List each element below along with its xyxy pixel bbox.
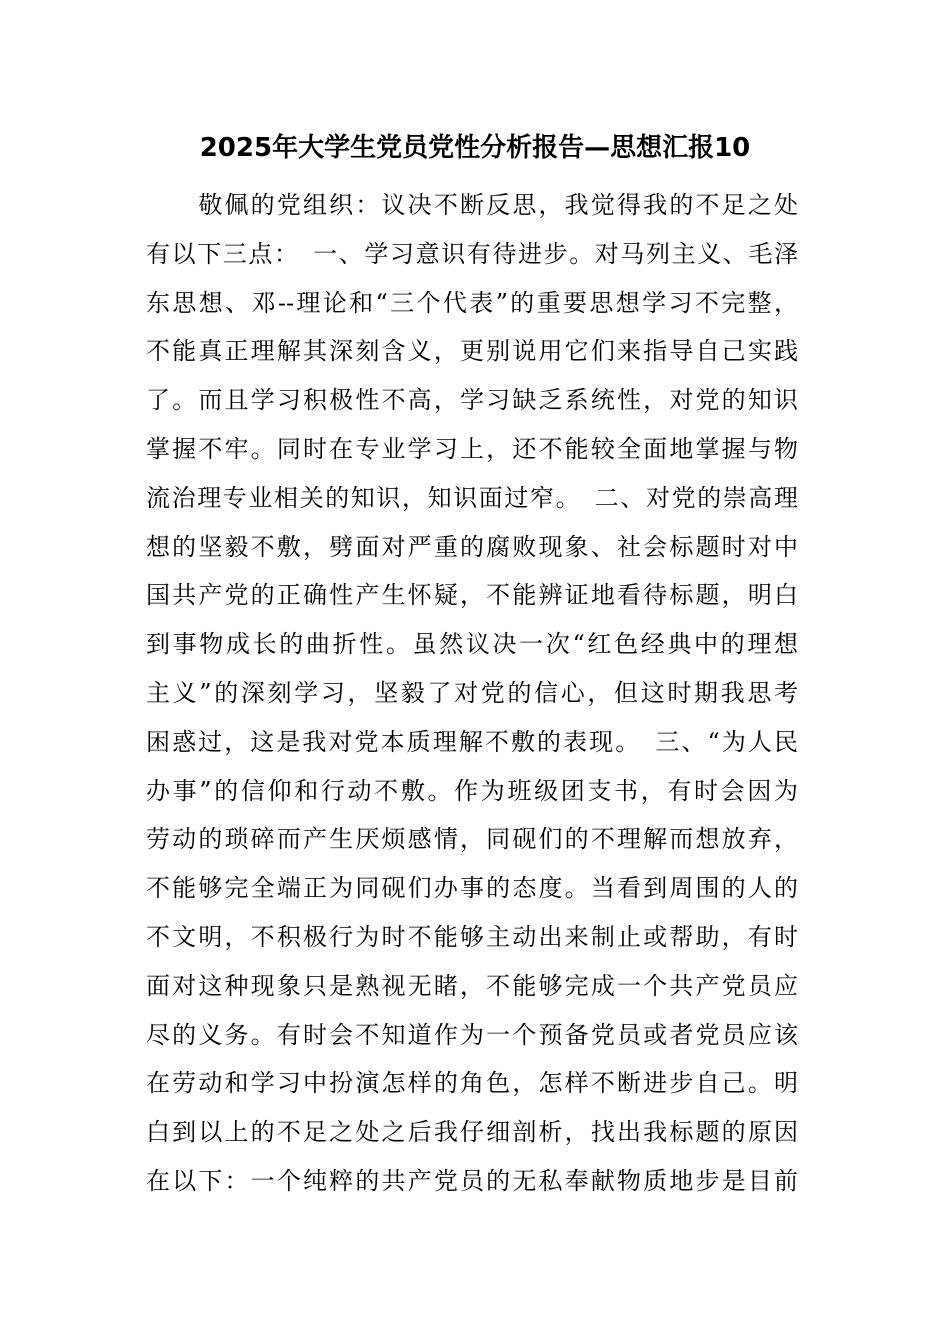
document-title: 2025年大学生党员党性分析报告—思想汇报10 [199,133,751,163]
body-line: 掌握不牢。同时在专业学习上，还不能较全面地掌握与物 [146,434,798,463]
body-line: 劳动的琐碎而产生厌烦感情，同砚们的不理解而想放弃， [146,825,798,854]
body-line: 主义”的深刻学习，坚毅了对党的信心，但这时期我思考 [146,678,798,707]
body-line: 不能真正理解其深刻含义，更别说用它们来指导自己实践 [146,337,798,366]
body-line: 流治理专业相关的知识，知识面过窄。 二、对党的崇高理 [146,483,798,512]
body-line: 在劳动和学习中扮演怎样的角色，怎样不断进步自己。明 [146,1069,798,1098]
document-body [146,181,798,1206]
body-line: 在以下：一个纯粹的共产党员的无私奉献物质地步是目前 [146,1166,798,1195]
body-line: 敬佩的党组织：议决不断反思，我觉得我的不足之处 [146,191,798,219]
body-line: 不文明，不积极行为时不能够主动出来制止或帮助，有时 [146,922,798,951]
body-line: 想的坚毅不敷，劈面对严重的腐败现象、社会标题时对中 [146,532,798,561]
body-line: 面对这种现象只是熟视无睹，不能够完成一个共产党员应 [146,971,798,1000]
body-line: 不能够完全端正为同砚们办事的态度。当看到周围的人的 [146,874,798,903]
body-line: 办事”的信仰和行动不敷。作为班级团支书，有时会因为 [146,776,798,805]
body-line: 白到以上的不足之处之后我仔细剖析，找出我标题的原因 [146,1118,798,1147]
body-line: 尽的义务。有时会不知道作为一个预备党员或者党员应该 [146,1020,798,1049]
body-line: 了。而且学习积极性不高，学习缺乏系统性，对党的知识 [146,386,798,415]
body-line: 有以下三点： 一、学习意识有待进步。对马列主义、毛泽 [146,239,798,268]
body-line: 国共产党的正确性产生怀疑，不能辨证地看待标题，明白 [146,581,798,610]
body-line: 东思想、邓--理论和“三个代表”的重要思想学习不完整， [146,288,798,317]
body-line: 到事物成长的曲折性。虽然议决一次“红色经典中的理想 [146,630,798,659]
body-line: 困惑过，这是我对党本质理解不敷的表现。 三、“为人民 [146,727,798,756]
